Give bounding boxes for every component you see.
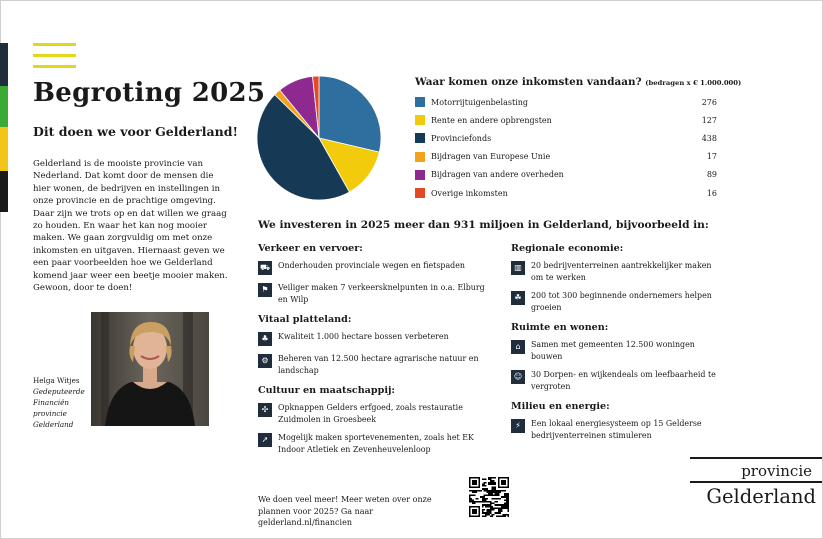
investment-item (511, 339, 716, 362)
tractor-icon: ⚙ (258, 354, 272, 368)
investment-item (258, 331, 493, 346)
logo-line (690, 457, 822, 459)
legend-value: 89 (706, 170, 717, 180)
legend-item (415, 166, 717, 184)
legend-value: 276 (701, 97, 717, 107)
building-icon: ▥ (511, 261, 525, 275)
stripe-segment (0, 171, 8, 212)
investment-text: 30 Dorpen- en wijkendeals om leefbaarheid te vergroten (531, 370, 716, 391)
investment-section (511, 401, 716, 441)
energy-icon: ⚡ (511, 419, 525, 433)
logo-line2: Gelderland (706, 485, 816, 508)
invest-title: We investeren in 2025 meer dan 931 miljoen in Gelderland, bijvoorbeeld in: (258, 219, 709, 231)
chart-unit: (bedragen x € 1.000.000) (645, 79, 742, 87)
section-heading: Ruimte en wonen: (511, 322, 609, 333)
legend-label: Bijdragen van andere overheden (431, 170, 564, 180)
intro-text: Gelderland is de mooiste provincie van Nederland. Dat komt door de mensen die hier wonen, de bedrijven en instellingen in onze provincie en de prachtige omgeving. Daar zijn we trots op en dat willen we graag zo houden. En waar het kan nog mooier maken. We gaan zorgvuldig om met onze inkomsten en uitgaven. Hiernaast geven we een paar voorbeelden hoe we Gelderland komend jaar weer een beetje mooier maken. Gewoon, door te doen! (33, 159, 228, 294)
stripe-segment (0, 86, 8, 127)
investment-text: Een lokaal energiesysteem op 15 Gelderse bedrijventerreinen stimuleren (531, 419, 702, 440)
entrepreneur-icon: ☘ (511, 291, 525, 305)
page-subtitle: Dit doen we voor Gelderland! (33, 124, 238, 139)
legend-item (415, 184, 717, 202)
legend-label: Provinciefonds (431, 133, 492, 143)
investment-item (258, 260, 493, 275)
chart-title (415, 76, 741, 88)
legend-label: Rente en andere opbrengsten (431, 115, 552, 125)
legend-item (415, 129, 717, 147)
section-heading: Milieu en energie: (511, 401, 610, 412)
chart-legend (415, 93, 717, 202)
section-heading: Regionale economie: (511, 243, 624, 254)
investment-text: Samen met gemeenten 12.500 woningen bouwen (531, 340, 695, 361)
investment-item (258, 432, 493, 455)
chart-title-text: Waar komen onze inkomsten vandaan? (415, 76, 642, 88)
photo-caption (33, 375, 93, 430)
logo-line (690, 481, 822, 483)
legend-swatch (415, 188, 425, 198)
investment-text: 200 tot 300 beginnende ondernemers helpen groeien (531, 291, 712, 312)
investment-section (511, 243, 716, 313)
legend-item (415, 148, 717, 166)
investment-section (258, 243, 493, 305)
stripe-segment (0, 43, 8, 86)
legend-swatch (415, 97, 425, 107)
footer-text: We doen veel meer! Meer weten over onze plannen voor 2025? Ga naar gelderland.nl/financien (258, 495, 432, 527)
housing-icon: ⌂ (511, 340, 525, 354)
section-heading: Cultuur en maatschappij: (258, 385, 395, 396)
investment-text: Beheren van 12.500 hectare agrarische natuur en landschap (278, 354, 479, 375)
investment-item (258, 353, 493, 376)
investment-item (511, 369, 716, 392)
stripe-segment (0, 127, 8, 171)
legend-label: Motorrijtuigenbelasting (431, 97, 528, 107)
investment-item (258, 282, 493, 305)
section-heading: Vitaal platteland: (258, 314, 352, 325)
income-pie-chart (255, 74, 383, 202)
right-investment-column (511, 243, 716, 450)
portrait-photo (91, 312, 209, 426)
legend-value: 438 (701, 133, 717, 143)
investment-item (258, 402, 493, 425)
investment-text: Mogelijk maken sportevenementen, zoals het EK Indoor Atletiek en Zevenheuvelenloop (278, 433, 474, 454)
legend-item (415, 111, 717, 129)
legend-label: Overige inkomsten (431, 188, 508, 198)
legend-swatch (415, 170, 425, 180)
legend-swatch (415, 115, 425, 125)
legend-value: 17 (706, 152, 717, 162)
left-investment-column (258, 243, 493, 464)
investment-text: Kwaliteit 1.000 hectare bossen verbeteren (278, 332, 449, 341)
person-role: Gedeputeerde Financiën provincie Gelderland (33, 387, 85, 429)
investment-text: 20 bedrijventerreinen aantrekkelijker maken om te werken (531, 261, 712, 282)
running-icon: ➚ (258, 433, 272, 447)
tree-icon: ♣ (258, 332, 272, 346)
investment-section (258, 314, 493, 376)
legend-swatch (415, 152, 425, 162)
qr-code[interactable] (469, 477, 509, 517)
windmill-icon: ✣ (258, 403, 272, 417)
investment-section (511, 322, 716, 392)
legend-label: Bijdragen van Europese Unie (431, 152, 551, 162)
investment-section (258, 385, 493, 455)
legend-value: 127 (701, 115, 717, 125)
province-logo (690, 457, 822, 508)
investment-item (511, 418, 716, 441)
road-icon: ⛟ (258, 261, 272, 275)
legend-item (415, 93, 717, 111)
investment-text: Onderhouden provinciale wegen en fietspaden (278, 261, 465, 270)
legend-swatch (415, 133, 425, 143)
person-name: Helga Witjes (33, 376, 80, 385)
investment-text: Veiliger maken 7 verkeersknelpunten in o.a. Elburg en Wilp (278, 283, 485, 304)
section-heading: Verkeer en vervoer: (258, 243, 363, 254)
legend-value: 16 (706, 188, 717, 198)
investment-item (511, 290, 716, 313)
page-title: Begroting 2025 (33, 78, 266, 108)
decorative-lines (33, 43, 76, 76)
investment-text: Opknappen Gelders erfgoed, zoals restauratie Zuidmolen in Groesbeek (278, 403, 463, 424)
investment-item (511, 260, 716, 283)
community-icon: ☺ (511, 370, 525, 384)
logo-line1: provincie (741, 462, 812, 480)
junction-icon: ⚑ (258, 283, 272, 297)
